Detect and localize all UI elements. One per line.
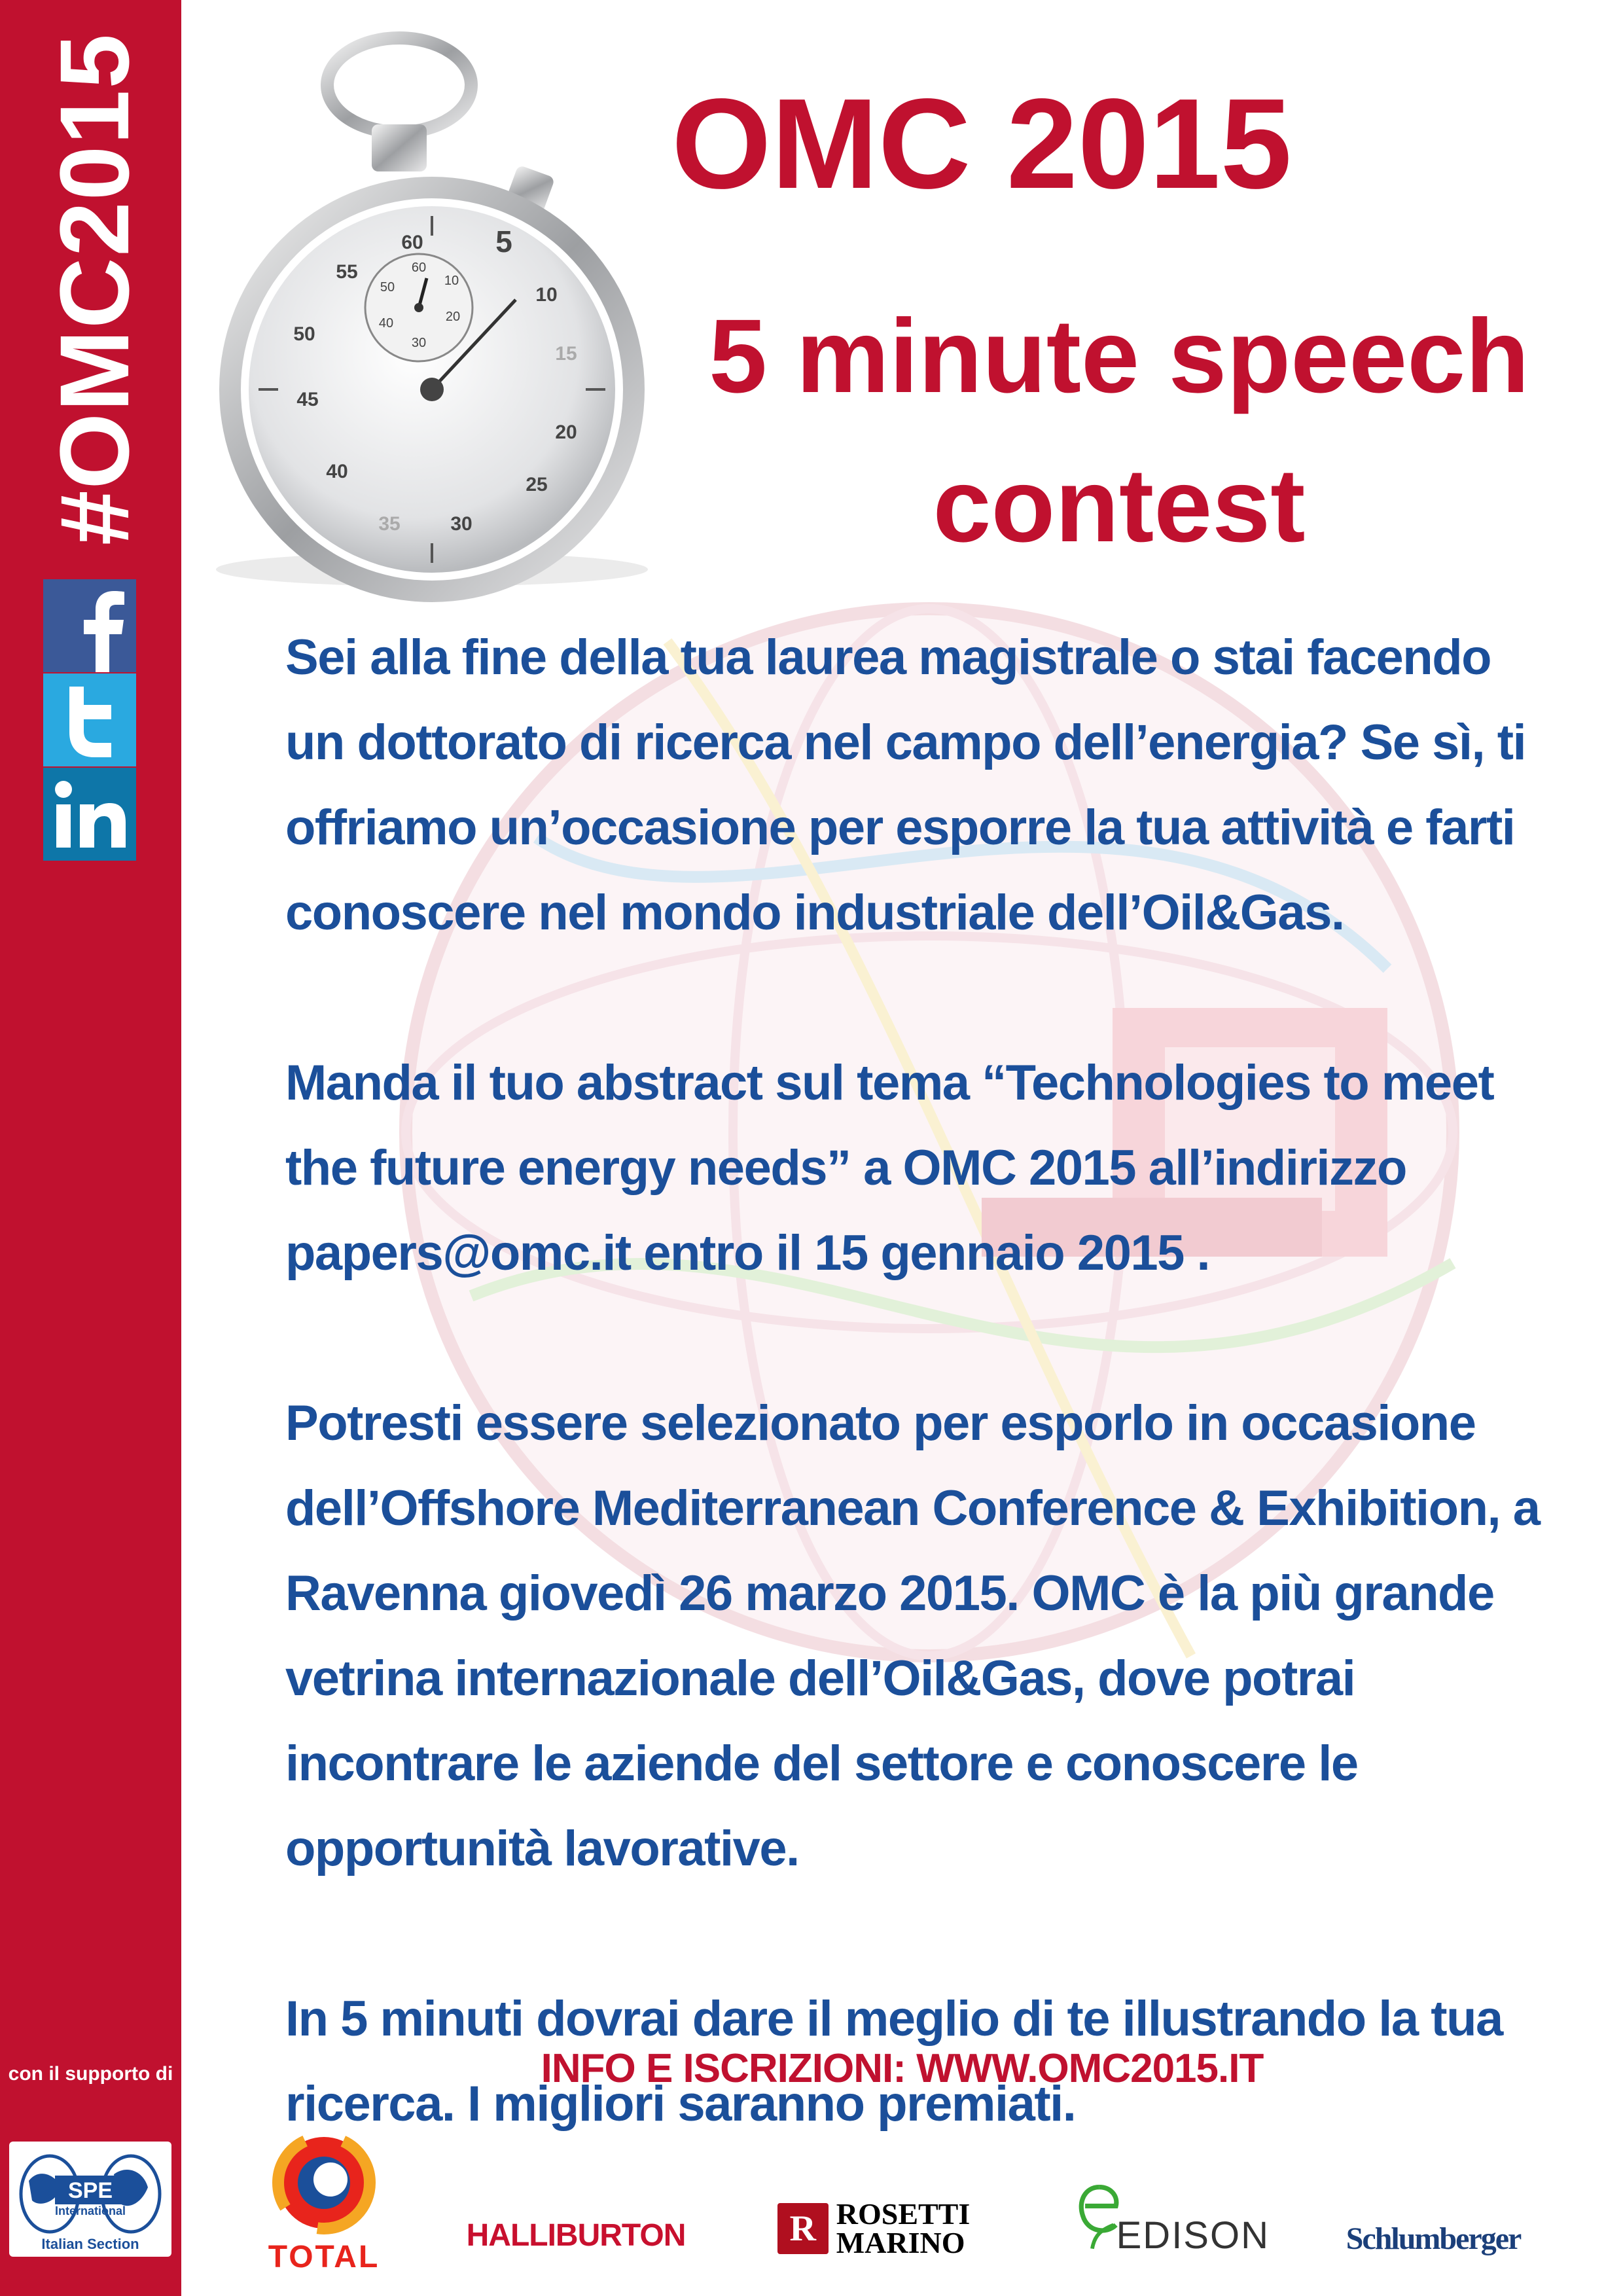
support-label: con il supporto di — [8, 2063, 173, 2085]
dial-number: 35 — [378, 513, 401, 535]
dial-number: 15 — [555, 343, 577, 365]
facebook-icon[interactable] — [43, 579, 136, 672]
info-link[interactable]: INFO E ISCRIZIONI: WWW.OMC2015.IT — [541, 2046, 1264, 2091]
halliburton-logo[interactable]: HALLIBURTON — [466, 2217, 686, 2253]
schlumberger-logo[interactable]: Schlumberger — [1346, 2221, 1521, 2256]
twitter-icon[interactable] — [43, 673, 136, 766]
subdial-number: 20 — [445, 310, 461, 324]
paragraph-abstract: Manda il tuo abstract sul tema “Technologies to meet the future energy needs” a OMC 2015 all’indirizzo papers@omc.it entro il 15 gennaio 2015 . — [285, 1055, 1494, 1281]
dial-number: 25 — [526, 474, 548, 495]
paragraph-intro: Sei alla fine della tua laurea magistrale o stai facendo un dottorato di ricerca nel campo dell’energia? Se sì, ti offriamo un’occasione per esporre la tua attività e farti conoscere nel mondo industriale dell’Oil&Gas. — [285, 630, 1526, 941]
rosetti-line-1: ROSETTI — [836, 2197, 971, 2231]
total-mark-icon — [272, 2130, 376, 2235]
spe-logo[interactable] — [9, 2142, 171, 2257]
page-title: OMC 2015 — [671, 72, 1292, 215]
page-subtitle — [628, 281, 1610, 580]
dial-number: 40 — [326, 461, 348, 482]
linkedin-icon[interactable] — [43, 768, 136, 861]
spe-logo-subtext: International — [54, 2204, 126, 2217]
rosetti-mark-icon — [777, 2203, 829, 2254]
subdial-number: 30 — [411, 336, 427, 350]
subdial-number: 60 — [411, 260, 427, 275]
spe-logo-text: SPE — [67, 2178, 113, 2203]
spe-section-text: Italian Section — [41, 2236, 139, 2252]
dial-number: 45 — [296, 389, 319, 410]
subtitle-line-2: contest — [933, 446, 1306, 564]
dial-number: 5 — [495, 224, 512, 259]
dial-number: 55 — [336, 261, 358, 283]
subtitle-line-1: 5 minute speech — [709, 297, 1529, 414]
edison-logo[interactable] — [1073, 2160, 1270, 2271]
total-logo[interactable] — [255, 2127, 393, 2278]
paragraph-prize: In 5 minuti dovrai dare il meglio di te illustrando la tua ricerca. I migliori saranno premiati. — [285, 1991, 1503, 2132]
rosetti-marino-logo[interactable] — [766, 2186, 982, 2271]
paragraph-conference: Potresti essere selezionato per esporlo in occasione dell’Offshore Mediterranean Conference & Exhibition, a Ravenna giovedì 26 marzo 2015. OMC è la più grande vetrina internazionale dell’Oil&Gas, dove potrai incontrare le aziende del settore e conoscere le opportunità lavorative. — [285, 1395, 1540, 1876]
edison-text: EDISON — [1116, 2214, 1270, 2257]
total-text: TOTAL — [268, 2239, 380, 2274]
hashtag-label — [34, 32, 155, 545]
hashtag-text: #OMC2015 — [39, 32, 150, 545]
sidebar-divider — [181, 0, 185, 2296]
dial-number: 30 — [450, 513, 473, 535]
body-text — [285, 615, 1555, 2232]
sidebar — [0, 0, 181, 2296]
dial-number: 50 — [293, 323, 315, 345]
rosetti-mark-letter: R — [789, 2208, 816, 2249]
subdial-number: 40 — [378, 316, 394, 331]
subdial-number: 10 — [444, 274, 459, 288]
dial-number: 10 — [535, 284, 558, 306]
rosetti-line-2: MARINO — [836, 2226, 965, 2259]
dial-number: 20 — [555, 422, 577, 443]
subdial-number: 50 — [380, 280, 395, 295]
dial-number: 60 — [401, 232, 423, 253]
rosetti-text — [836, 2197, 971, 2259]
